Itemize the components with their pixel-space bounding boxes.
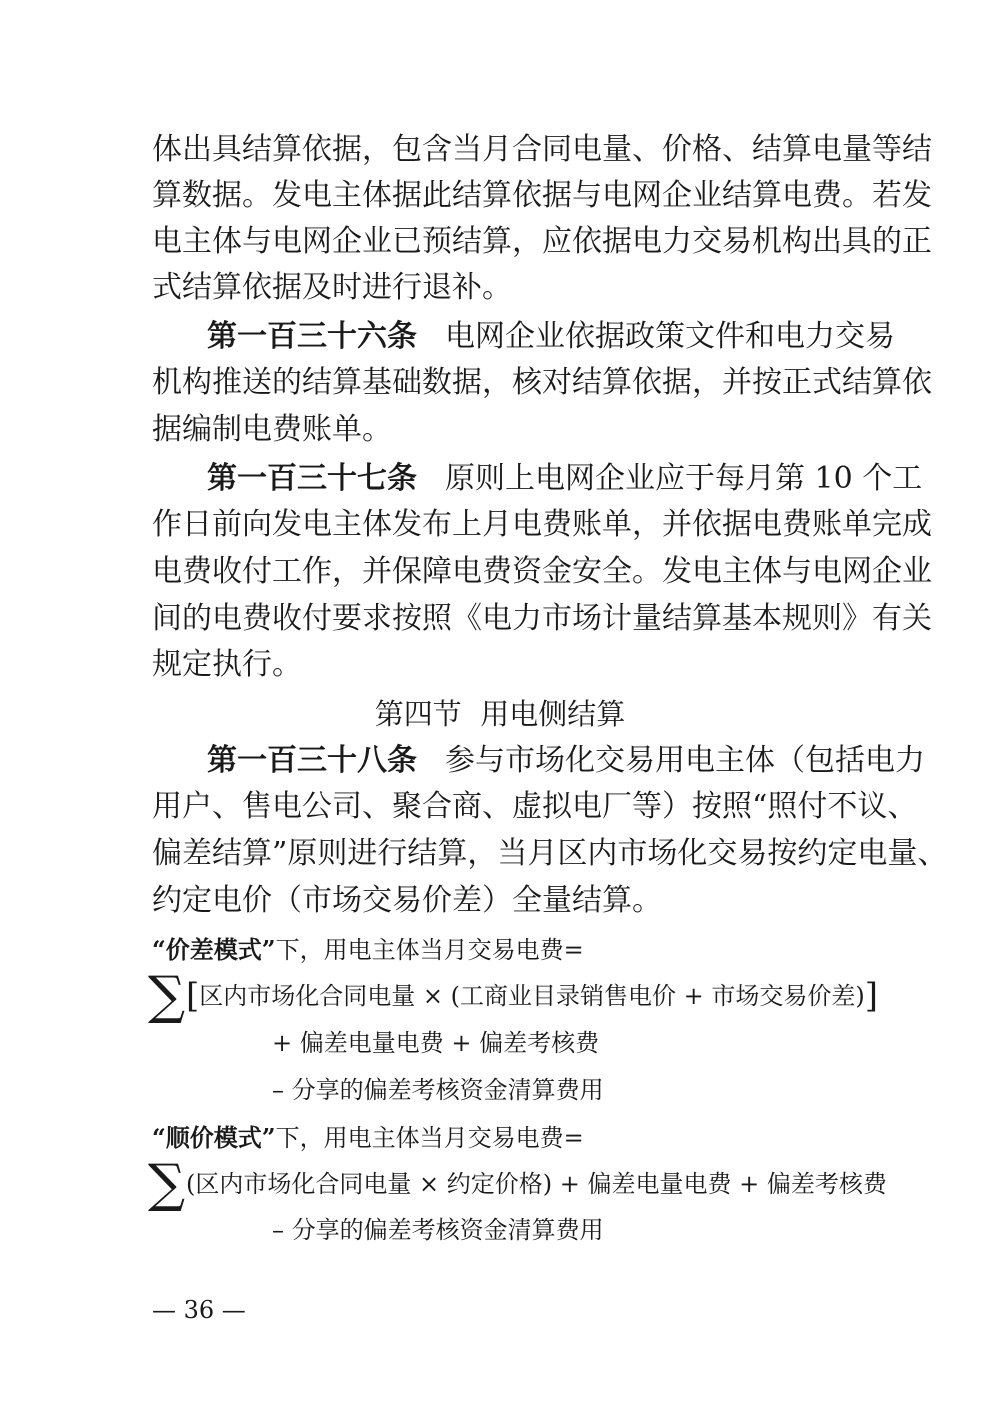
paragraph-line: 电费收付工作，并保障电费资金安全。发电主体与电网企业 bbox=[152, 554, 932, 589]
formula-1-label-rest: 下，用电主体当月交易电费= bbox=[275, 936, 584, 964]
open-bracket: [ bbox=[186, 976, 200, 1016]
close-bracket: ] bbox=[864, 976, 878, 1016]
formula-2-line-2: – 分享的偏差考核资金清算费用 bbox=[272, 1216, 604, 1244]
paragraph-line: 参与市场化交易用电主体（包括电力 bbox=[445, 743, 925, 778]
paragraph-line: 体出具结算依据，包含当月合同电量、价格、结算电量等结 bbox=[152, 132, 932, 167]
summation-symbol: ∑ bbox=[148, 966, 186, 1026]
formula-1-label-bold: “价差模式” bbox=[152, 935, 276, 964]
article-138-title: 第一百三十八条 bbox=[207, 743, 417, 778]
paragraph-line: 用户、售电公司、聚合商、虚拟电厂等）按照“照付不议、 bbox=[152, 789, 918, 824]
formula-1-main bbox=[186, 978, 878, 1014]
formula-1-label bbox=[152, 932, 584, 968]
article-136-title: 第一百三十六条 bbox=[207, 319, 417, 354]
article-137-title: 第一百三十七条 bbox=[207, 461, 417, 496]
paragraph-line: 作日前向发电主体发布上月电费账单，并依据电费账单完成 bbox=[152, 507, 932, 542]
paragraph-line: 规定执行。 bbox=[152, 647, 302, 682]
paragraph-line: 据编制电费账单。 bbox=[152, 412, 392, 447]
formula-1-line-3: – 分享的偏差考核资金清算费用 bbox=[272, 1076, 604, 1104]
page-number: — 36 — bbox=[152, 1296, 246, 1324]
formula-2-label-bold: “顺价模式” bbox=[152, 1123, 276, 1152]
paragraph-line: 机构推送的结算基础数据，核对结算依据，并按正式结算依 bbox=[152, 365, 932, 400]
paragraph-line: 偏差结算”原则进行结算，当月区内市场化交易按约定电量、 bbox=[152, 836, 948, 871]
paragraph-line: 约定电价（市场交易价差）全量结算。 bbox=[152, 883, 662, 918]
summation-symbol: ∑ bbox=[148, 1154, 186, 1214]
formula-2-label-rest: 下，用电主体当月交易电费= bbox=[275, 1124, 584, 1152]
article-138-first-line bbox=[207, 739, 925, 783]
formula-1-line-2: + 偏差电量电费 + 偏差考核费 bbox=[272, 1029, 600, 1057]
formula-1-main-text: 区内市场化合同电量 × (工商业目录销售电价 + 市场交易价差) bbox=[199, 982, 865, 1010]
paragraph-line: 式结算依据及时进行退补。 bbox=[152, 270, 512, 305]
paragraph-line: 电主体与电网企业已预结算，应依据电力交易机构出具的正 bbox=[152, 224, 932, 259]
formula-2-main: (区内市场化合同电量 × 约定价格) + 偏差电量电费 + 偏差考核费 bbox=[186, 1170, 887, 1198]
article-137-first-line bbox=[207, 457, 923, 501]
paragraph-line: 间的电费收付要求按照《电力市场计量结算基本规则》有关 bbox=[152, 601, 932, 636]
paragraph-line: 电网企业依据政策文件和电力交易 bbox=[445, 319, 895, 354]
section-heading: 第四节 用电侧结算 bbox=[374, 697, 626, 731]
paragraph-line: 原则上电网企业应于每月第 10 个工 bbox=[445, 461, 923, 496]
formula-2-label bbox=[152, 1120, 584, 1156]
article-136-first-line bbox=[207, 315, 895, 359]
paragraph-line: 算数据。发电主体据此结算依据与电网企业结算电费。若发 bbox=[152, 178, 932, 213]
